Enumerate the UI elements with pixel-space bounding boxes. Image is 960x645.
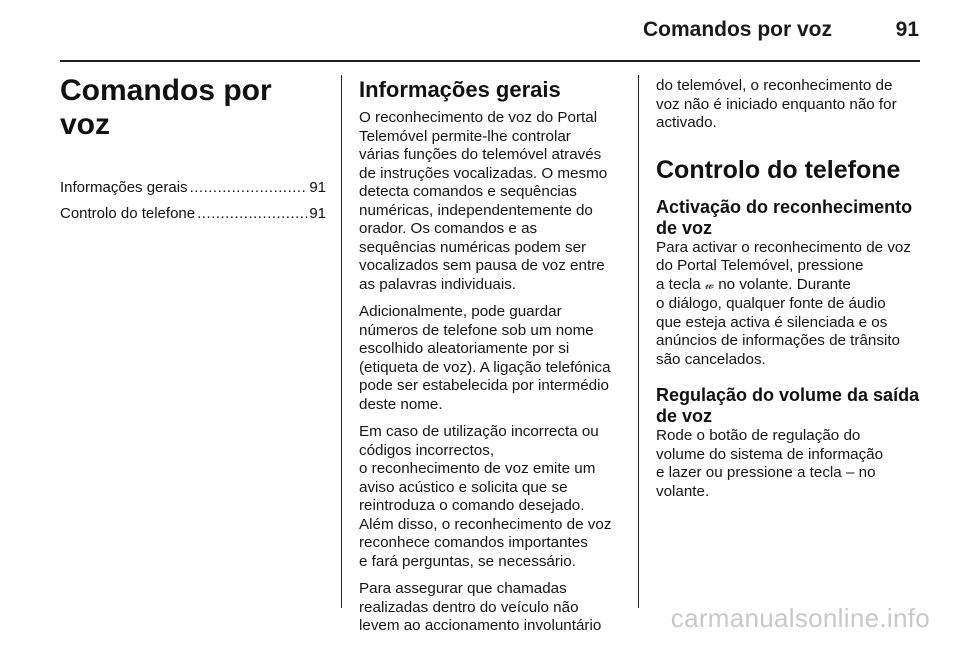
paragraph: O reconhecimento de voz do Portal Telemóvel permite-lhe controlar várias funções do telemóvel através de instruções vocalizadas. O mesmo detecta comandos e sequências numéricas, independentemente do orador. Os comandos e as sequências numéricas podem ser vocalizados sem pausa de voz entre as palavras individuais. <box>359 109 608 293</box>
toc-entry-label: Informações gerais <box>60 179 188 196</box>
paragraph-continued: do telemóvel, o reconhecimento de voz não é iniciado enquanto não for activado. <box>656 77 897 131</box>
subheading-activation: Activação do reconhecimento de voz <box>656 196 913 238</box>
toc-entry-page: 91 <box>309 205 326 222</box>
chapter-column <box>60 74 326 230</box>
page-number: 91 <box>895 18 919 41</box>
running-header-title: Comandos por voz <box>642 18 832 41</box>
toc-entry[interactable] <box>60 178 326 198</box>
activation-text-a: Para activar o reconhecimento de voz do Portal Telemóvel, pressione a tecla <box>656 238 911 293</box>
activation-text-b: no volante. Durante o diálogo, qualquer fonte de áudio que esteja activa é silenciada e os anúncios de informações de trânsito são cancelados. <box>656 275 900 368</box>
toc-leader-dots <box>190 178 308 198</box>
toc-entry[interactable] <box>60 204 326 224</box>
subheading-volume: Regulação do volume da saída de voz <box>656 385 920 426</box>
voice-button-icon: 𝓌 <box>704 277 714 293</box>
toc-entry-label: Controlo do telefone <box>60 205 196 222</box>
header-rule <box>60 60 920 62</box>
watermark: carmanualsonline.info <box>670 603 930 633</box>
content-column-2 <box>359 77 623 645</box>
toc-entry-page: 91 <box>309 179 326 196</box>
paragraph: Em caso de utilização incorrecta ou códigos incorrectos, o reconhecimento de voz emite um aviso acústico e solicita que se reintroduza o comando desejado. Além disso, o reconhecimento de voz reconhece comandos importantes e fará perguntas, se necessário. <box>359 423 612 570</box>
column-divider-1 <box>341 75 342 608</box>
section-heading-phone-control: Controlo do telefone <box>656 155 901 184</box>
paragraph: Para assegurar que chamadas realizadas dentro do veículo não levem ao accionamento involuntário <box>359 580 602 634</box>
toc-leader-dots <box>197 204 307 224</box>
content-column-3 <box>656 77 922 510</box>
column-divider-2 <box>638 75 639 608</box>
paragraph-activation <box>656 239 922 370</box>
paragraph: Adicionalmente, pode guardar números de telefone sob um nome escolhido aleatoriamente por si (etiqueta de voz). A ligação telefónica pode ser estabelecida por intermédio deste nome. <box>359 303 611 413</box>
paragraph-volume: Rode o botão de regulação do volume do sistema de informação e lazer ou pressione a tecla – no volante. <box>656 427 884 500</box>
chapter-title: Comandos por voz <box>60 74 272 141</box>
section-heading-general: Informações gerais <box>359 77 561 102</box>
